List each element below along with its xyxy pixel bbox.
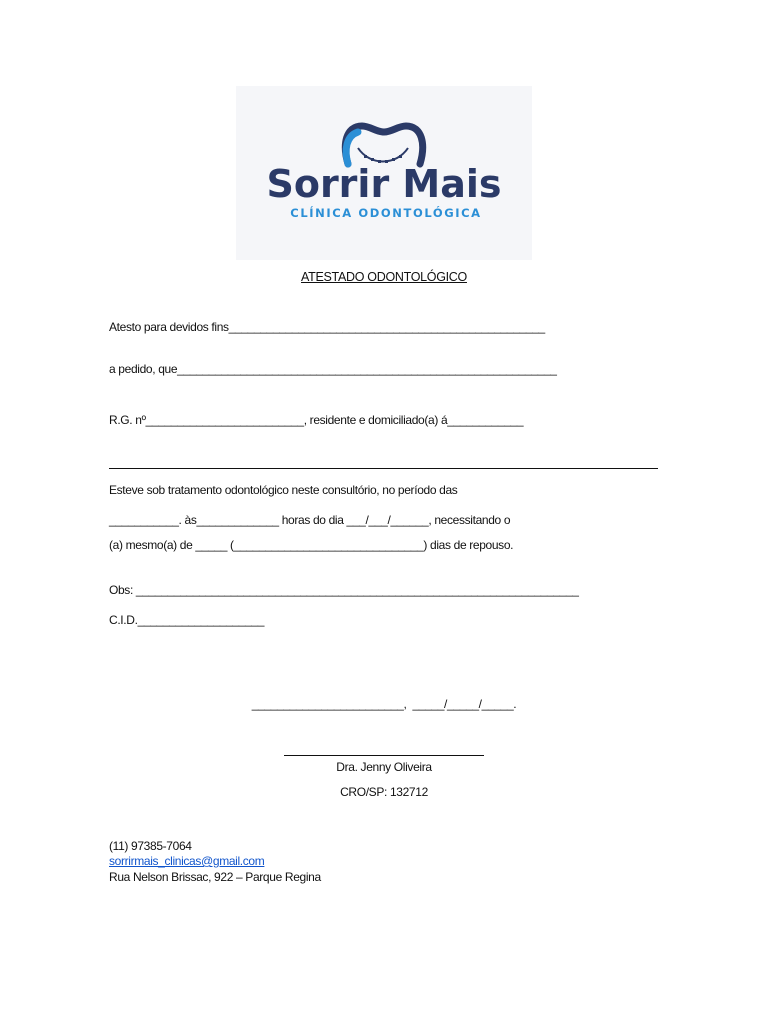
line-repouso: (a) mesmo(a) de _____ (______________________________) dias de repouso. — [109, 538, 514, 552]
line-obs: Obs: ______________________________________________________________________ — [109, 583, 579, 597]
signature-line — [284, 755, 484, 756]
date-line: ________________________, _____/_____/_____. — [251, 697, 517, 711]
line-horario: ___________. às_____________ horas do dia ___/___/______, necessitando o — [109, 513, 511, 527]
signer-registry: CRO/SP: 132712 — [340, 785, 428, 799]
tooth-smile-icon — [236, 86, 532, 260]
line-pedido: a pedido, que____________________________________________________________ — [109, 362, 557, 376]
logo-subtitle-text: CLÍNICA ODONTOLÓGICA — [290, 206, 482, 220]
line-cid: C.I.D.____________________ — [109, 613, 265, 627]
line-rg: R.G. nº_________________________, residente e domiciliado(a) á____________ — [109, 413, 524, 427]
line-tratamento: Esteve sob tratamento odontológico neste consultório, no período das — [109, 483, 458, 497]
contact-address: Rua Nelson Brissac, 922 – Parque Regina — [109, 870, 321, 884]
signer-name: Dra. Jenny Oliveira — [336, 760, 432, 774]
line-atesto: Atesto para devidos fins__________________________________________________ — [109, 320, 545, 334]
contact-email-link[interactable]: sorrirmais_clinicas@gmail.com — [109, 854, 265, 868]
contact-phone: (11) 97385-7064 — [109, 839, 192, 853]
horizontal-rule — [109, 468, 658, 469]
document-title: ATESTADO ODONTOLÓGICO — [301, 270, 467, 284]
clinic-logo — [236, 86, 532, 260]
logo-brand-text: Sorrir Mais — [266, 162, 502, 206]
